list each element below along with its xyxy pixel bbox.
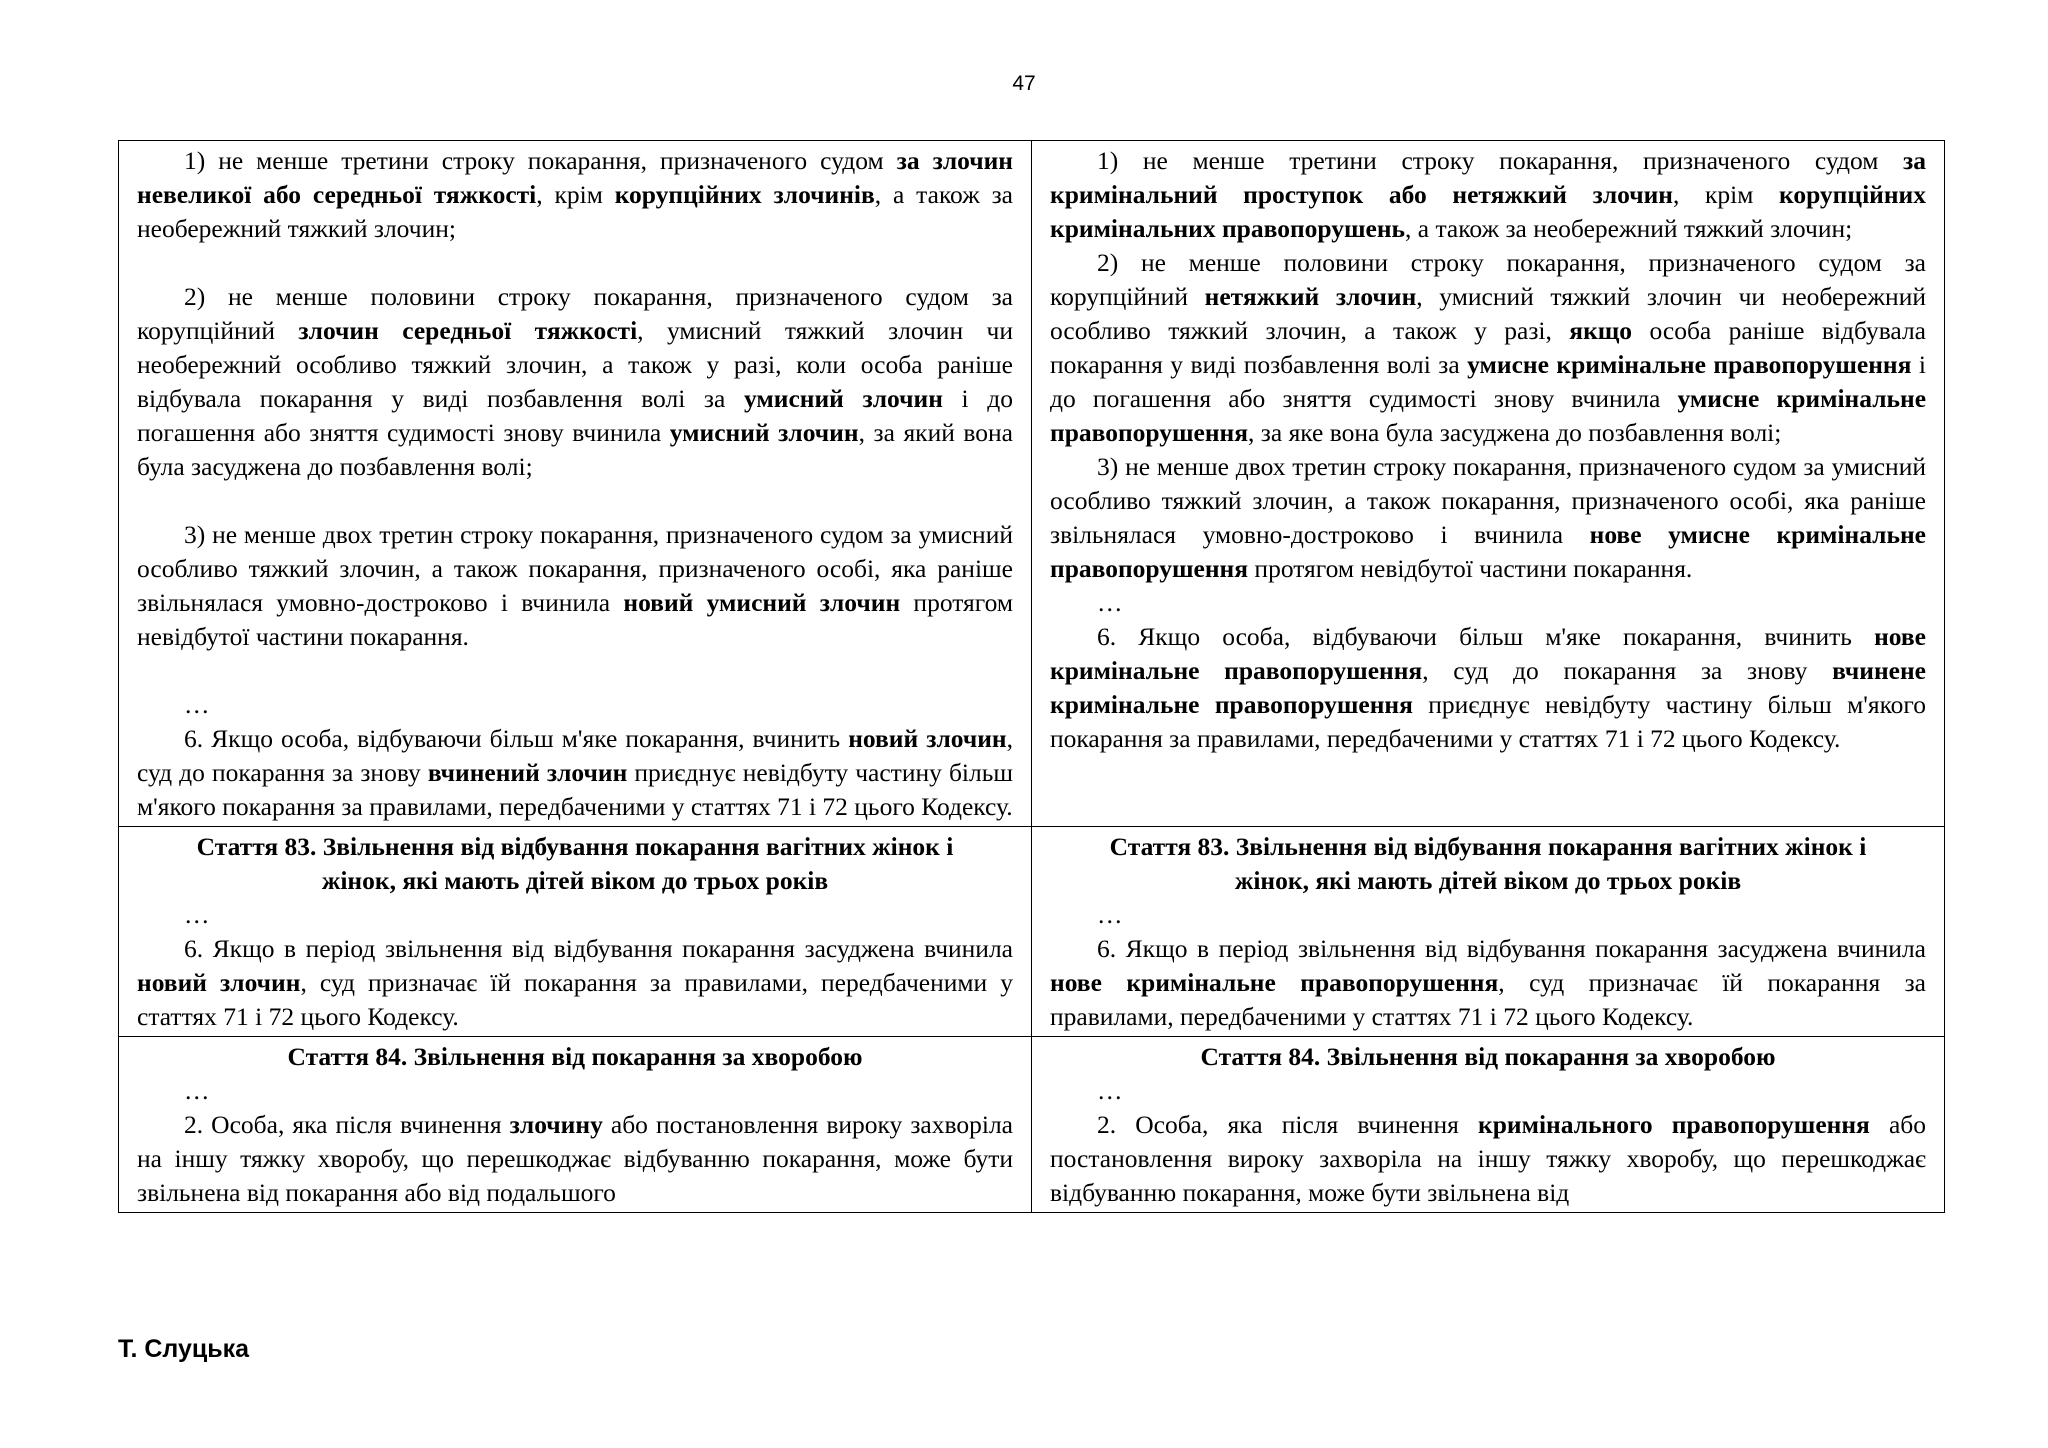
text-run: 2. Особа, яка після вчинення bbox=[184, 1110, 510, 1139]
left-cell-article-84 bbox=[119, 1037, 1032, 1213]
bold-text-run: новий злочин bbox=[848, 724, 1007, 753]
text-run: або постановлення вироку захворіла на іншу тяжку хворобу, що перешкоджає відбуванню покарання, може бути звільнена від покарання або від подальшого bbox=[137, 1110, 1013, 1207]
text-run: , суд призначає їй покарання за правилами, передбаченими у статтях 71 і 72 цього Кодексу. bbox=[137, 968, 1013, 1031]
bold-text-run: умисне кримінальне правопорушення bbox=[1050, 384, 1927, 447]
ellipsis: … bbox=[1097, 588, 1123, 617]
text-run: і до погашення або зняття судимості знову вчинила bbox=[1050, 350, 1926, 413]
bold-text-run: якщо bbox=[1569, 316, 1633, 345]
bold-text-run: вчинений злочин bbox=[427, 758, 628, 787]
right-cell-article-83 bbox=[1032, 827, 1945, 1037]
paragraph bbox=[137, 518, 1013, 654]
text-run: , за яке вона була засуджена до позбавлення волі; bbox=[1248, 418, 1782, 447]
paragraph bbox=[137, 144, 1013, 246]
text-run: , суд призначає їй покарання за правилами, передбаченими у статтях 71 і 72 цього Кодексу. bbox=[1050, 968, 1927, 1031]
left-cell-article-83 bbox=[119, 827, 1032, 1037]
paragraph bbox=[1050, 246, 1926, 450]
paragraph bbox=[137, 280, 1013, 484]
text-run: , умисний тяжкий злочин чи необережний особливо тяжкий злочин, а також у разі, bbox=[1050, 282, 1926, 345]
ellipsis: … bbox=[1097, 900, 1123, 929]
ellipsis: … bbox=[1097, 1076, 1123, 1105]
bold-text-run: злочину bbox=[509, 1110, 603, 1139]
ellipsis: … bbox=[184, 900, 210, 929]
text-run: 6. Якщо особа, відбуваючи більш м'яке покарання, вчинить bbox=[184, 724, 849, 753]
paragraph bbox=[137, 932, 1013, 1034]
bold-text-run: кримінального правопорушення bbox=[1478, 1110, 1870, 1139]
article-heading: Стаття 84. Звільнення від покарання за хворобою bbox=[287, 1042, 863, 1071]
paragraph bbox=[1050, 450, 1926, 586]
ellipsis: … bbox=[184, 1076, 210, 1105]
bold-text-run: злочин середньої тяжкості bbox=[298, 316, 638, 345]
text-run: , крім bbox=[536, 180, 615, 209]
text-run: , а також за необережний тяжкий злочин; bbox=[1405, 214, 1853, 243]
page-number: 47 bbox=[1012, 72, 1036, 95]
bold-text-run: новий злочин bbox=[137, 968, 301, 997]
text-run: 1) не менше третини строку покарання, призначеного судом bbox=[1097, 146, 1903, 175]
paragraph bbox=[1050, 620, 1926, 756]
text-run: , суд до покарання за знову bbox=[137, 724, 1013, 787]
text-run: 3) не менше двох третин строку покарання, призначеного судом за умисний особливо тяжкий злочин, а також покарання, призначеного особі, яка раніше звільнялася умовно-достроково і вчинила bbox=[137, 520, 1013, 617]
bold-text-run: нове кримінальне правопорушення bbox=[1050, 622, 1926, 685]
bold-text-run: нетяжкий злочин bbox=[1204, 282, 1417, 311]
text-run: 6. Якщо особа, відбуваючи більш м'яке покарання, вчинить bbox=[1097, 622, 1875, 651]
right-cell-article-82 bbox=[1032, 141, 1945, 827]
text-run: , суд до покарання за знову bbox=[1422, 656, 1833, 685]
text-run: особа раніше відбувала покарання у виді позбавлення волі за bbox=[1050, 316, 1926, 379]
paragraph bbox=[1050, 144, 1926, 246]
text-run: і до погашення або зняття судимості знову вчинила bbox=[137, 384, 1014, 447]
bold-text-run: умисний злочин bbox=[743, 384, 943, 413]
bold-text-run: корупційних злочинів bbox=[614, 180, 875, 209]
author-name: Т. Слуцька bbox=[118, 1335, 250, 1363]
paragraph bbox=[1050, 1108, 1926, 1210]
table-row bbox=[119, 141, 1945, 827]
bold-text-run: новий умисний злочин bbox=[623, 588, 901, 617]
bold-text-run: за злочин невеликої або середньої тяжкості bbox=[137, 146, 1013, 209]
text-run: 1) не менше третини строку покарання, призначеного судом bbox=[184, 146, 897, 175]
bold-text-run: умисне кримінальне правопорушення bbox=[1467, 350, 1912, 379]
bold-text-run: нове кримінальне правопорушення bbox=[1050, 968, 1499, 997]
bold-text-run: корупційних кримінальних правопорушень bbox=[1050, 180, 1926, 243]
text-run: приєднує невідбуту частину більш м'якого покарання за правилами, передбаченими у статтях 71 і 72 цього Кодексу. bbox=[137, 758, 1014, 821]
bold-text-run: за кримінальний проступок або нетяжкий злочин bbox=[1050, 146, 1926, 209]
text-run: , крім bbox=[1672, 180, 1779, 209]
text-run: , умисний тяжкий злочин чи необережний особливо тяжкий злочин, а також у разі, коли особа раніше відбувала покарання у виді позбавлення волі за bbox=[137, 316, 1013, 413]
bold-text-run: нове умисне кримінальне правопорушення bbox=[1050, 520, 1926, 583]
article-heading: Стаття 83. Звільнення від відбування покарання вагітних жінок і жінок, які мають дітей віком до трьох років bbox=[1109, 832, 1867, 895]
text-run: або постановлення вироку захворіла на іншу тяжку хворобу, що перешкоджає відбуванню покарання, може бути звільнена від bbox=[1050, 1110, 1927, 1207]
paragraph bbox=[137, 1108, 1013, 1210]
bold-text-run: вчинене кримінальне правопорушення bbox=[1050, 656, 1926, 719]
text-run: 2) не менше половини строку покарання, призначеного судом за корупційний bbox=[1050, 248, 1926, 311]
text-run: , за який вона була засуджена до позбавлення волі; bbox=[137, 418, 1013, 481]
comparison-table bbox=[118, 140, 1945, 1213]
text-run: , а також за необережний тяжкий злочин; bbox=[137, 180, 1013, 243]
left-cell-article-82 bbox=[119, 141, 1032, 827]
article-heading: Стаття 84. Звільнення від покарання за хворобою bbox=[1200, 1042, 1776, 1071]
text-run: 2. Особа, яка після вчинення bbox=[1097, 1110, 1479, 1139]
text-run: протягом невідбутої частини покарання. bbox=[137, 588, 1013, 651]
table-row bbox=[119, 1037, 1945, 1213]
text-run: приєднує невідбуту частину більш м'якого покарання за правилами, передбаченими у статтях 71 і 72 цього Кодексу. bbox=[1050, 690, 1926, 753]
text-run: 6. Якщо в період звільнення від відбування покарання засуджена вчинила bbox=[184, 934, 1013, 963]
text-run: 6. Якщо в період звільнення від відбування покарання засуджена вчинила bbox=[1097, 934, 1926, 963]
text-run: 2) не менше половини строку покарання, призначеного судом за корупційний bbox=[137, 282, 1013, 345]
paragraph bbox=[1050, 932, 1926, 1034]
ellipsis: … bbox=[184, 690, 210, 719]
bold-text-run: умисний злочин bbox=[669, 418, 859, 447]
text-run: 3) не менше двох третин строку покарання, призначеного судом за умисний особливо тяжкий злочин, а також покарання, призначеного особі, яка раніше звільнялася умовно-достроково і вчинила bbox=[1050, 452, 1926, 549]
article-heading: Стаття 83. Звільнення від відбування покарання вагітних жінок і жінок, які мають дітей віком до трьох років bbox=[196, 832, 954, 895]
paragraph bbox=[137, 722, 1013, 824]
table-row bbox=[119, 827, 1945, 1037]
text-run: протягом невідбутої частини покарання. bbox=[1248, 554, 1693, 583]
right-cell-article-84 bbox=[1032, 1037, 1945, 1213]
